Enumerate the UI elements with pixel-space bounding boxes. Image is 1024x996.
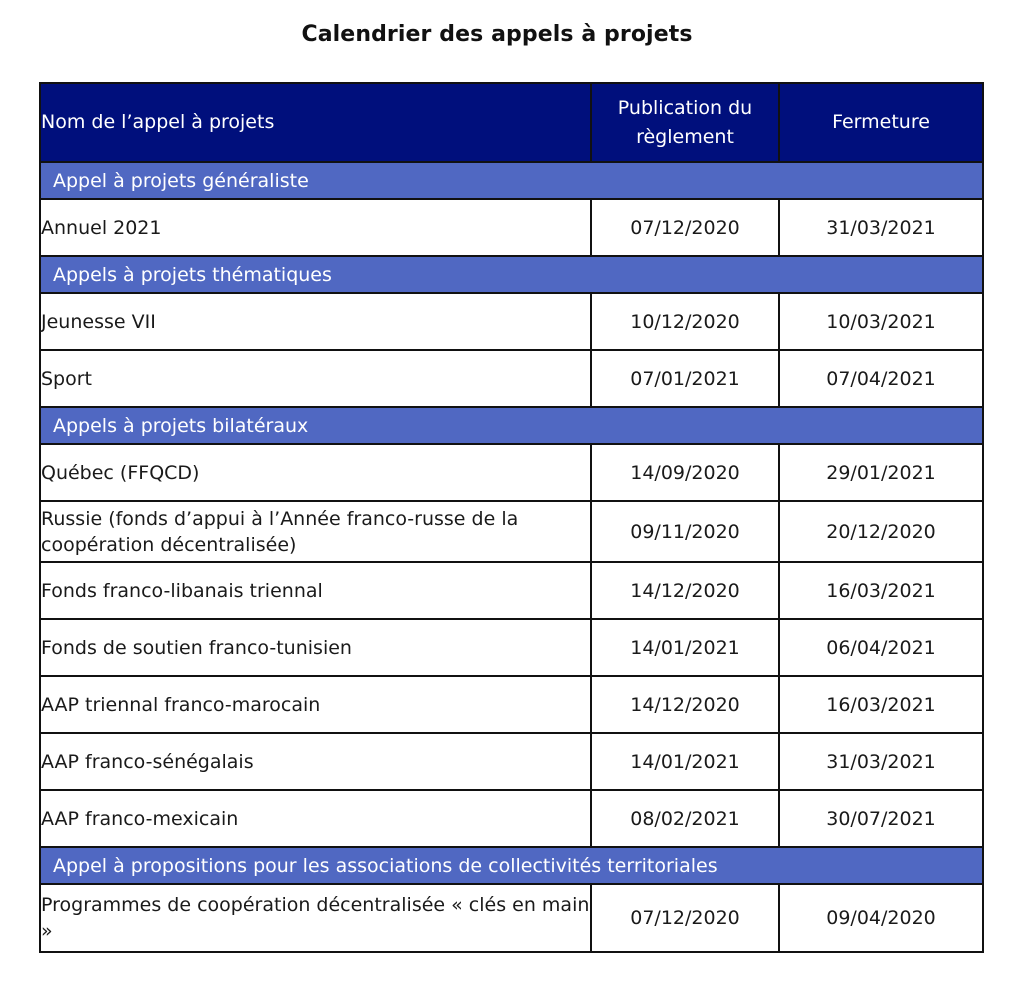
table-row [40, 884, 983, 952]
cell-name: Sport [40, 350, 591, 407]
table-row [40, 293, 983, 350]
calendar-table [39, 82, 984, 953]
table-row [40, 790, 983, 847]
cell-name: Jeunesse VII [40, 293, 591, 350]
table-row [40, 619, 983, 676]
cell-closing: 31/03/2021 [779, 733, 983, 790]
table-row [40, 199, 983, 256]
page-title: Calendrier des appels à projets [301, 22, 693, 47]
cell-closing: 16/03/2021 [779, 676, 983, 733]
section-row [40, 256, 983, 293]
table-row [40, 676, 983, 733]
section-row [40, 847, 983, 884]
cell-name: Annuel 2021 [40, 199, 591, 256]
cell-publication: 14/12/2020 [591, 562, 779, 619]
cell-publication: 14/01/2021 [591, 619, 779, 676]
cell-name: AAP franco-mexicain [40, 790, 591, 847]
section-label: Appel à projets généraliste [40, 162, 983, 199]
cell-name: Québec (FFQCD) [40, 444, 591, 501]
cell-closing: 06/04/2021 [779, 619, 983, 676]
cell-name: Russie (fonds d’appui à l’Année franco-russe de la coopération décentralisée) [40, 501, 591, 562]
section-row [40, 407, 983, 444]
cell-publication: 14/01/2021 [591, 733, 779, 790]
cell-publication: 14/12/2020 [591, 676, 779, 733]
section-row [40, 162, 983, 199]
column-header-closing: Fermeture [779, 83, 983, 162]
table-row [40, 733, 983, 790]
table-row [40, 444, 983, 501]
section-label: Appels à projets thématiques [40, 256, 983, 293]
table-header-row [40, 83, 983, 162]
cell-name: Fonds franco-libanais triennal [40, 562, 591, 619]
cell-publication: 07/12/2020 [591, 199, 779, 256]
cell-closing: 31/03/2021 [779, 199, 983, 256]
cell-name: Fonds de soutien franco-tunisien [40, 619, 591, 676]
cell-publication: 09/11/2020 [591, 501, 779, 562]
cell-name: Programmes de coopération décentralisée « clés en main » [40, 884, 591, 952]
cell-publication: 14/09/2020 [591, 444, 779, 501]
cell-closing: 29/01/2021 [779, 444, 983, 501]
cell-closing: 30/07/2021 [779, 790, 983, 847]
cell-closing: 10/03/2021 [779, 293, 983, 350]
column-header-name: Nom de l’appel à projets [40, 83, 591, 162]
cell-publication: 07/01/2021 [591, 350, 779, 407]
table-row [40, 350, 983, 407]
table-row [40, 562, 983, 619]
cell-name: AAP franco-sénégalais [40, 733, 591, 790]
section-label: Appels à projets bilatéraux [40, 407, 983, 444]
cell-publication: 07/12/2020 [591, 884, 779, 952]
table-row [40, 501, 983, 562]
cell-name: AAP triennal franco-marocain [40, 676, 591, 733]
cell-closing: 16/03/2021 [779, 562, 983, 619]
column-header-publication: Publication du règlement [591, 83, 779, 162]
cell-publication: 10/12/2020 [591, 293, 779, 350]
cell-closing: 07/04/2021 [779, 350, 983, 407]
section-label: Appel à propositions pour les associations de collectivités territoriales [40, 847, 983, 884]
cell-closing: 09/04/2020 [779, 884, 983, 952]
cell-closing: 20/12/2020 [779, 501, 983, 562]
cell-publication: 08/02/2021 [591, 790, 779, 847]
